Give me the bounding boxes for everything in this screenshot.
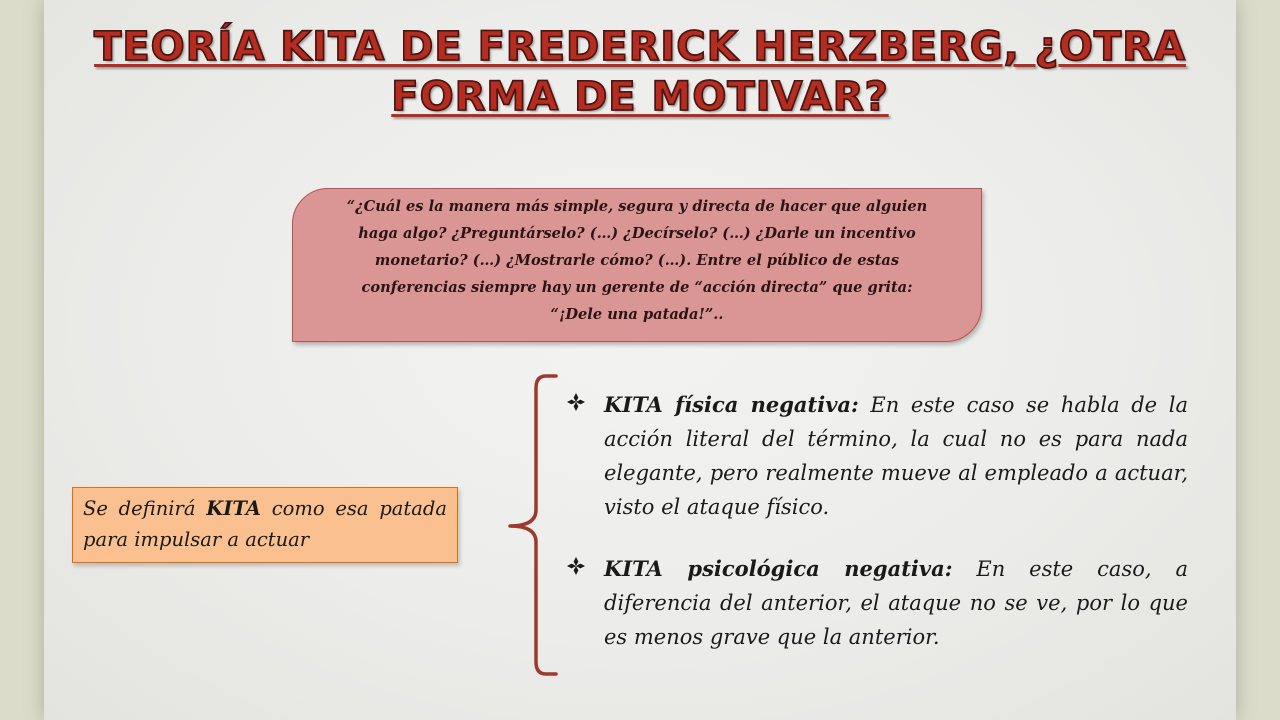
quote-box	[292, 188, 982, 342]
bullet-text	[604, 552, 1188, 654]
bullet-description: En este caso, a diferencia del anterior, el ataque no se ve, por lo que es menos grave que la anterior.	[604, 557, 1188, 649]
bullet-term: KITA psicológica negativa:	[604, 556, 953, 581]
quote-text: “¿Cuál es la manera más simple, segura y directa de hacer que alguien haga algo? ¿Preguntárselo? (…) ¿Decírselo? (…) ¿Darle un incentivo monetario? (…) ¿Mostrarle cómo? (…). Entre el público de estas conferencias siempre hay un gerente de “acción directa” que grita: “¡Dele una patada!”..	[346, 198, 928, 323]
bullet-description: En este caso se habla de la acción literal del término, la cual no es para nada elegante, pero realmente mueve al empleado a actuar, visto el ataque físico.	[604, 393, 1188, 519]
kita-types-list	[566, 388, 1188, 654]
bullet-text	[604, 388, 1188, 524]
curly-brace-icon	[500, 370, 564, 680]
list-item	[566, 388, 1188, 524]
definition-text-before: Se definirá	[83, 497, 207, 520]
diamond-bullet-icon	[566, 388, 604, 416]
definition-text	[83, 493, 447, 555]
bullet-term: KITA física negativa:	[604, 392, 859, 417]
diamond-bullet-icon	[566, 552, 604, 580]
definition-box	[72, 487, 458, 563]
definition-term: KITA	[206, 497, 261, 520]
definition-text-after: como esa patada para impulsar a actuar	[83, 497, 447, 551]
list-item	[566, 552, 1188, 654]
slide-title: TEORÍA KITA DE FREDERICK HERZBERG, ¿OTRA FORMA DE MOTIVAR?	[94, 24, 1186, 120]
